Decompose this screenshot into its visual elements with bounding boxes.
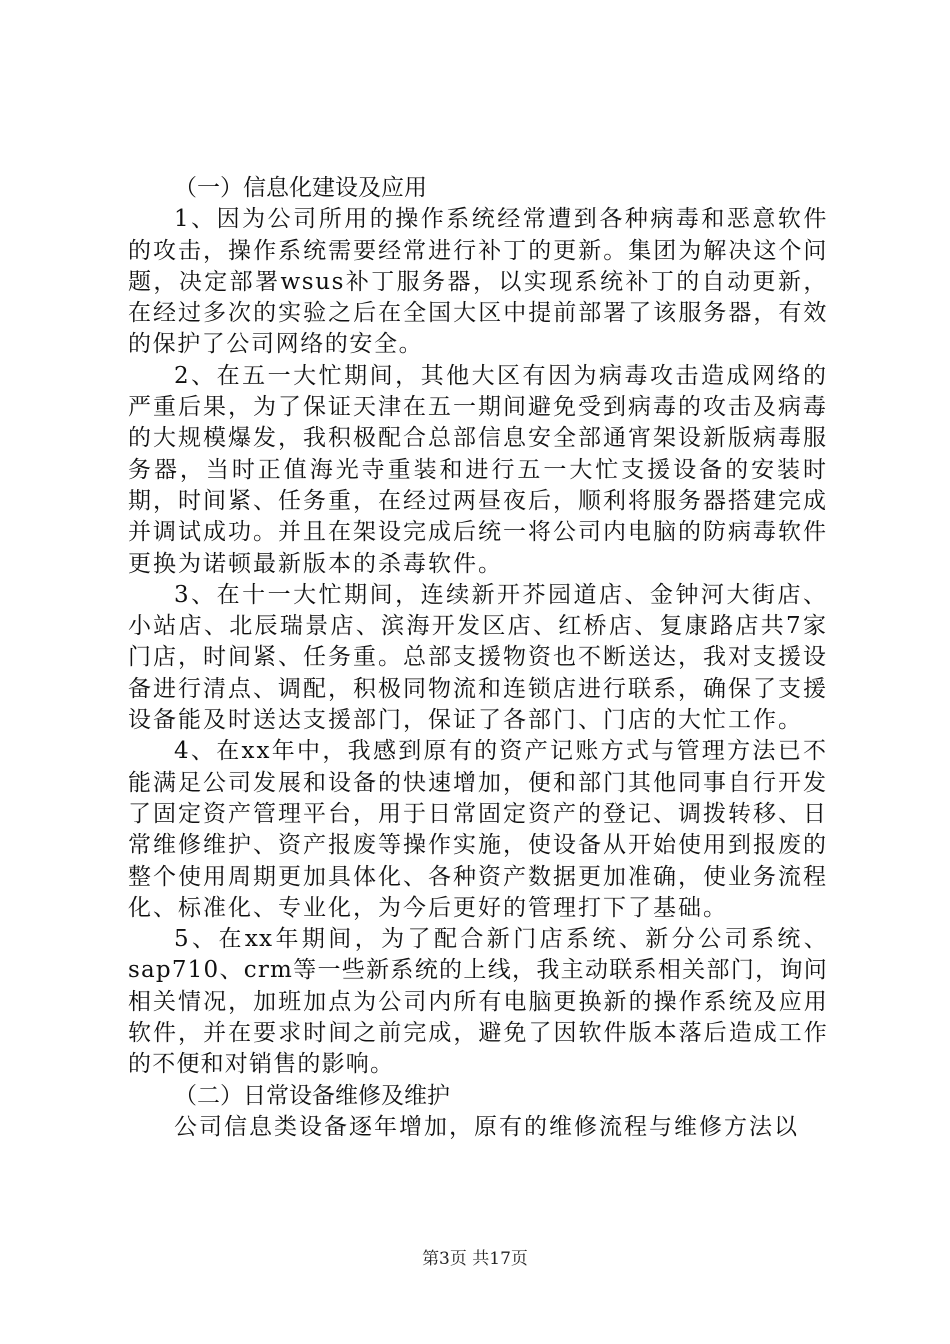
document-body <box>128 173 828 1143</box>
paragraph-6: 公司信息类设备逐年增加，原有的维修流程与维修方法以 <box>174 1113 799 1140</box>
paragraph-2: 2、在五一大忙期间，其他大区有因为病毒攻击造成网络的严重后果，为了保证天津在五一期间避免受到病毒的攻击及病毒的大规模爆发，我积极配合总部信息安全部通宵架设新版病毒服务器，当时正值海光寺重装和进行五一大忙支援设备的安装时期，时间紧、任务重，在经过两昼夜后，顺利将服务器搭建完成并调试成功。并且在架设完成后统一将公司内电脑的防病毒软件更换为诺顿最新版本的杀毒软件。 <box>128 362 828 577</box>
paragraph-1: 1、因为公司所用的操作系统经常遭到各种病毒和恶意软件的攻击，操作系统需要经常进行补丁的更新。集团为解决这个问题，决定部署wsus补丁服务器，以实现系统补丁的自动更新，在经过多次的实验之后在全国大区中提前部署了该服务器，有效的保护了公司网络的安全。 <box>128 206 828 358</box>
paragraph-4: 4、在xx年中，我感到原有的资产记账方式与管理方法已不能满足公司发展和设备的快速增加，便和部门其他同事自行开发了固定资产管理平台，用于日常固定资产的登记、调拨转移、日常维修维护、资产报废等操作实施，使设备从开始使用到报废的整个使用周期更加具体化、各种资产数据更加准确，使业务流程化、标准化、专业化，为今后更好的管理打下了基础。 <box>128 738 828 921</box>
section-heading-2: （二）日常设备维修及维护 <box>174 1082 450 1109</box>
paragraph-5: 5、在xx年期间，为了配合新门店系统、新分公司系统、sap710、crm等一些新系统的上线，我主动联系相关部门，询问相关情况，加班加点为公司内所有电脑更换新的操作系统及应用软件，并在要求时间之前完成，避免了因软件版本落后造成工作的不便和对销售的影响。 <box>128 926 828 1078</box>
section-heading-1: （一）信息化建设及应用 <box>174 175 427 201</box>
page-footer: 第3页 共17页 <box>422 1249 528 1269</box>
paragraph-3: 3、在十一大忙期间，连续新开芥园道店、金钟河大街店、小站店、北辰瑞景店、滨海开发区店、红桥店、复康路店共7家门店，时间紧、任务重。总部支援物资也不断送达，我对支援设备进行清点、调配，积极同物流和连锁店进行联系，确保了支援设备能及时送达支援部门，保证了各部门、门店的大忙工作。 <box>128 581 828 734</box>
